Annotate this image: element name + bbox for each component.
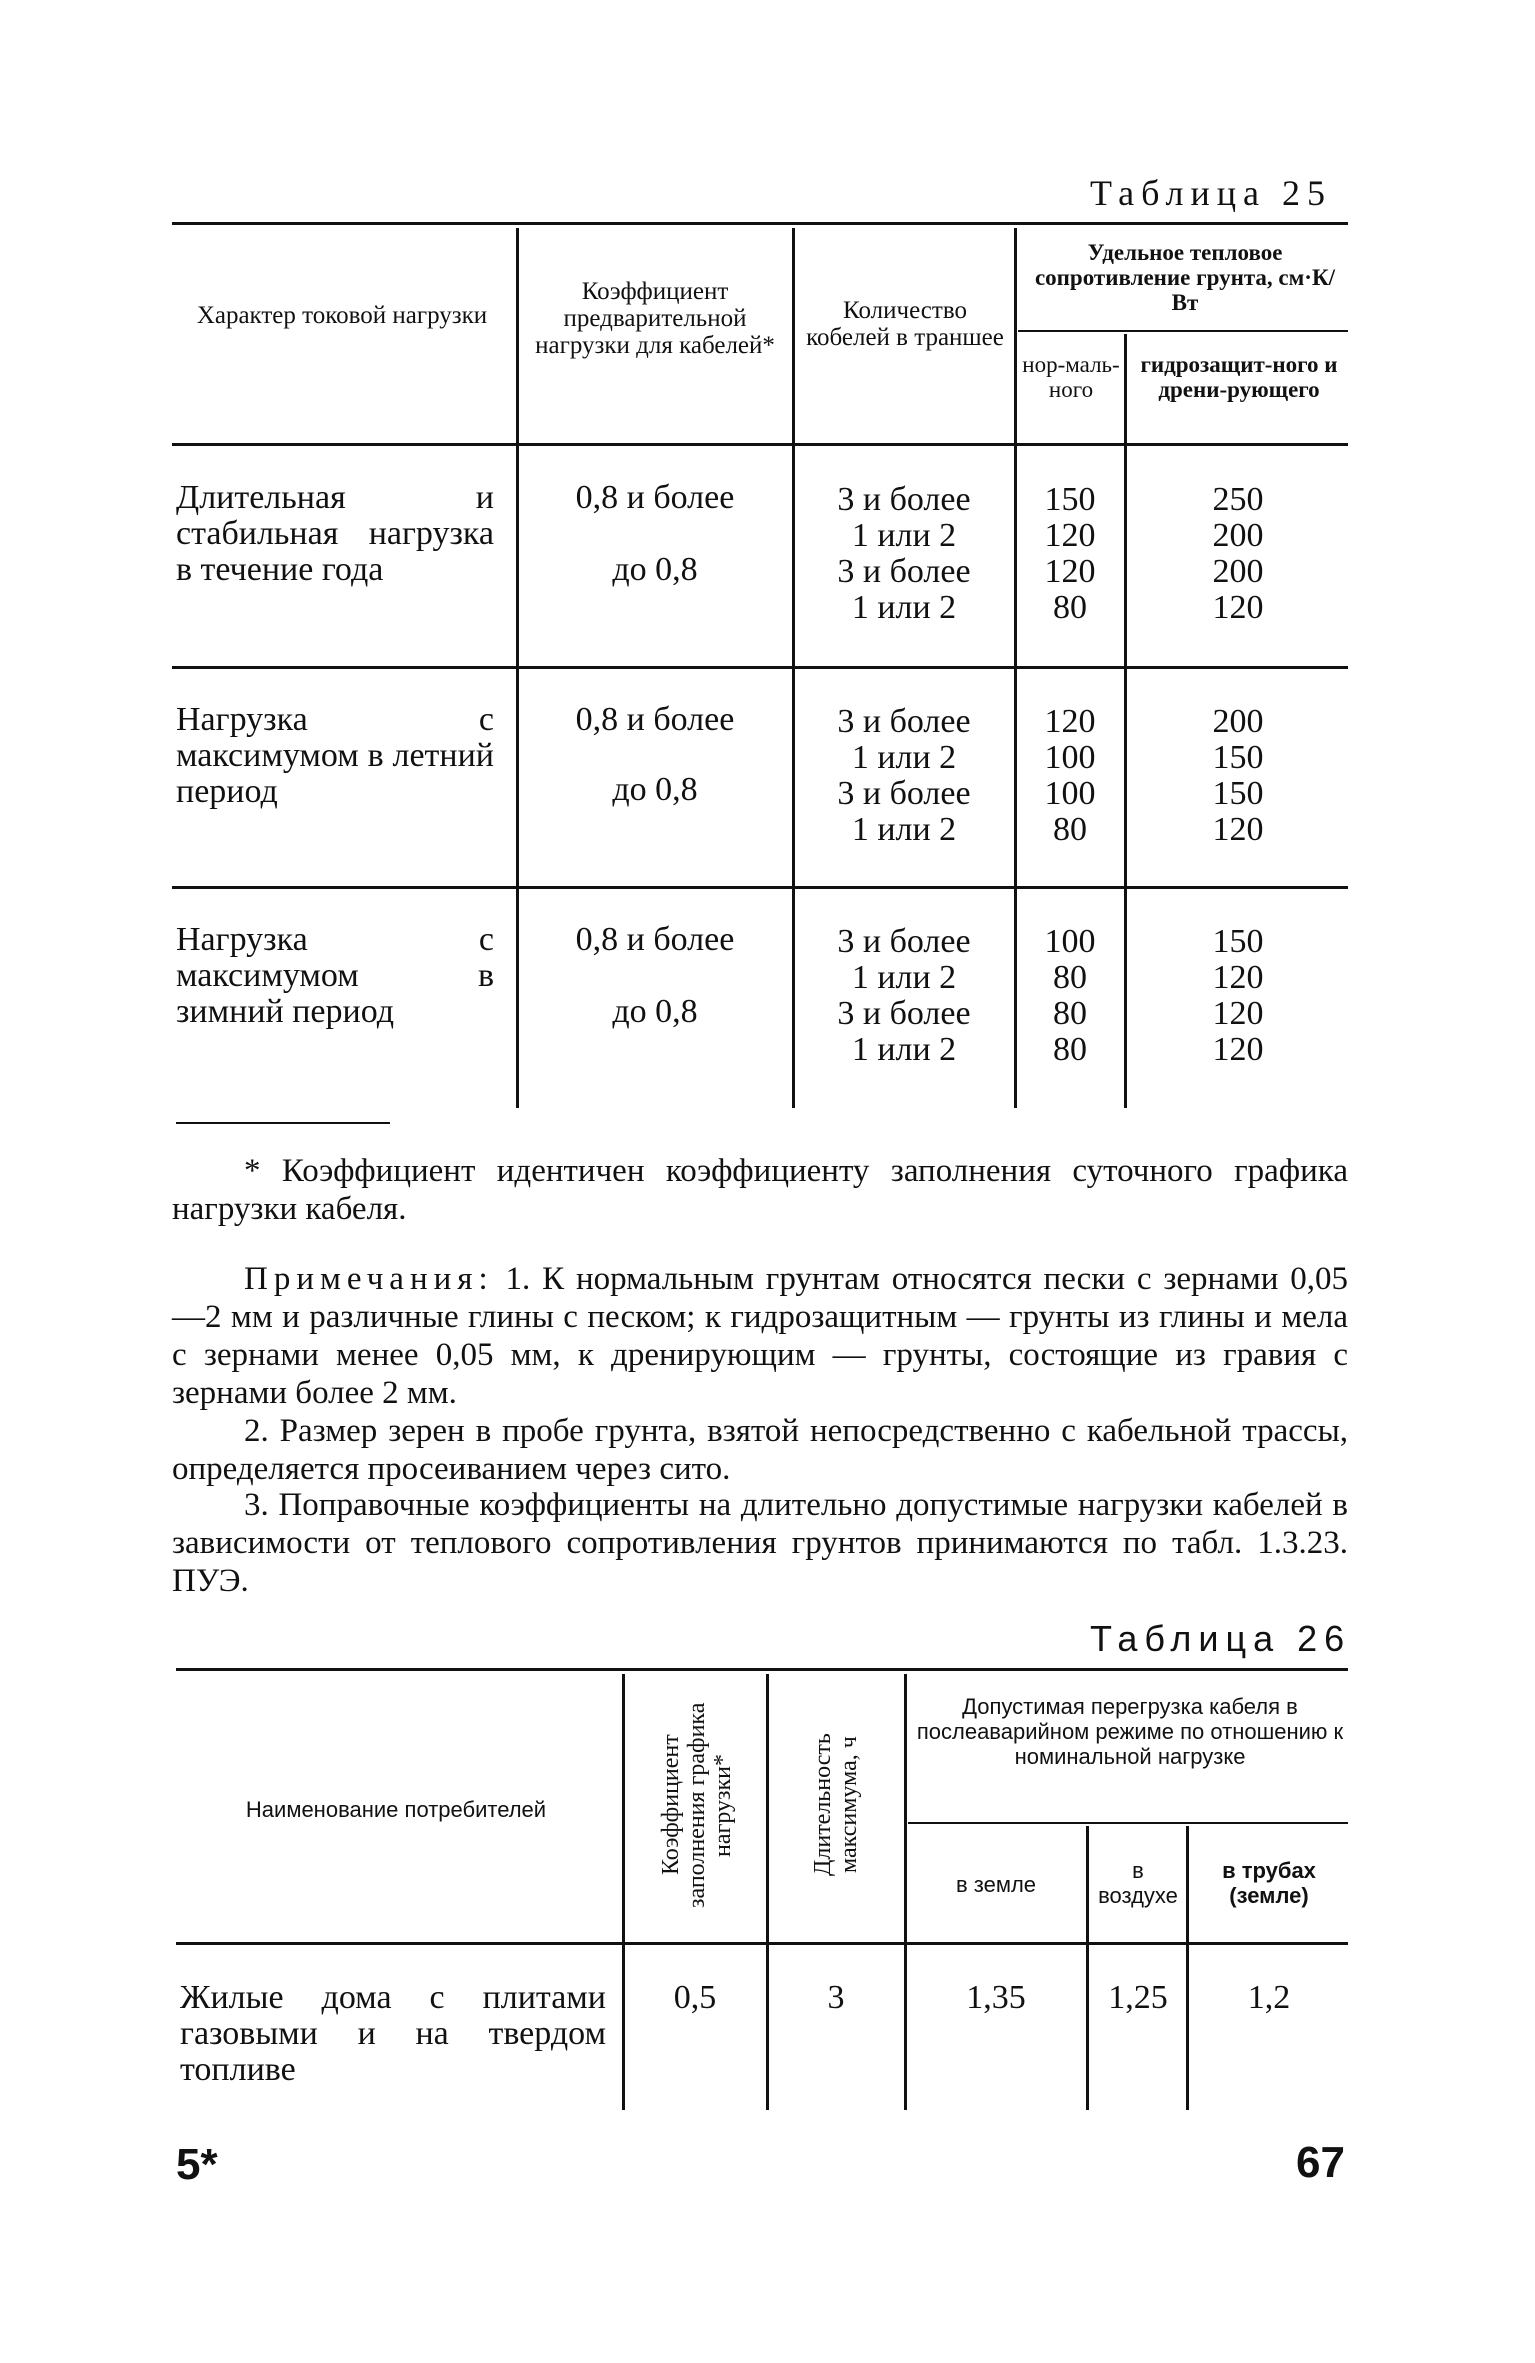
count: 1 или 2 [851,589,957,626]
table26-top-rule [176,1668,1348,1671]
table25-top-rule [172,222,1348,225]
value: 150 [1212,923,1264,960]
table26-vline-4 [1086,1826,1089,2110]
table26-vline-3 [904,1674,907,2110]
notes-title: Примечания: [244,1261,494,1297]
table25-row-rule-2 [172,886,1348,889]
value: 80 [1053,811,1087,848]
value: 80 [1053,995,1087,1032]
value: 120 [1044,703,1096,740]
value: 100 [1044,923,1096,960]
header-preload-coef: Коэффициент предварительной нагрузки для кабелей* [535,278,775,359]
table26-vline-5 [1186,1826,1189,2110]
row2-counts [796,704,1012,848]
footnote-rule [176,1122,390,1124]
value: 150 [1212,739,1264,776]
value: 100 [1044,739,1096,776]
note-2: 2. Размер зерен в пробе грунта, взятой непосредственно с кабельной трассы, определяется просеиванием через сито. [172,1413,1348,1487]
row3-normal [1018,924,1122,1068]
row3-counts [796,924,1012,1068]
row3-coef-low: до 0,8 [612,993,698,1030]
value: 120 [1212,995,1264,1032]
row2-coef-low: до 0,8 [612,771,698,808]
value: 200 [1212,703,1264,740]
header-in-ground: в земле [955,1872,1037,1897]
t26-in-ground: 1,35 [966,1979,1026,2016]
count: 1 или 2 [851,739,957,776]
row1-coef-high: 0,8 и более [575,479,735,516]
value: 150 [1212,775,1264,812]
value: 120 [1212,1031,1264,1068]
row1-load: Длительная и стабильная нагрузка в течение года [176,479,494,588]
value: 80 [1053,1031,1087,1068]
value: 120 [1212,589,1264,626]
header-max-duration-cell [770,1680,902,1930]
value: 150 [1044,481,1096,518]
table26-vline-1 [622,1674,625,2110]
page-number: 67 [1296,2138,1345,2187]
count: 3 и более [837,553,971,590]
row1-normal [1018,482,1122,626]
value: 80 [1053,589,1087,626]
note-1-text: 1. К нормальным грунтам относятся пески с зернами 0,05—2 мм и различные глины с песком; к гидрозащитным — грунты из глины и мела с зернами менее 0,05 мм, к дренирующим — грунты, состоящие из гравия с зернами более 2 мм. [172,1261,1348,1411]
row2-normal [1018,704,1122,848]
row1-coef-low: до 0,8 [612,551,698,588]
signature-mark: 5* [176,2140,218,2189]
count: 3 и более [837,481,971,518]
count: 1 или 2 [851,959,957,996]
t26-max-duration: 3 [827,1979,845,2016]
header-in-air: в воздухе [1098,1858,1178,1908]
row3-load: Нагрузка с максимумом в зимний период [176,921,494,1030]
row2-waterproof [1128,704,1348,848]
header-waterproof: гидрозащит-ного и дрени-рующего [1140,352,1338,402]
value: 120 [1044,553,1096,590]
value: 80 [1053,959,1087,996]
table26-vline-2 [766,1674,769,2110]
value: 100 [1044,775,1096,812]
t26-fill-coef: 0,5 [673,1979,717,2016]
row3-coef-high: 0,8 и более [575,921,735,958]
note-3: 3. Поправочные коэффициенты на длительно допустимые нагрузки кабелей в зависимости от теплового сопротивления грунтов принимаются по табл. 1.3.23. ПУЭ. [172,1487,1348,1599]
header-fill-coef-cell [628,1680,766,1930]
header-load-type: Характер токовой нагрузки [196,302,488,329]
row1-waterproof [1128,482,1348,626]
table26-caption: Таблица 26 [1090,1618,1352,1659]
t26-in-air: 1,25 [1108,1979,1168,2016]
table26-header-rule [176,1942,1348,1945]
count: 1 или 2 [851,517,957,554]
header-resistance-group: Удельное тепловое сопротивление грунта, см·К/Вт [1034,240,1336,315]
header-overload-group: Допустимая перегрузка кабеля в послеаварийном режиме по отношению к номинальной нагрузке [916,1694,1344,1769]
value: 120 [1044,517,1096,554]
value: 120 [1212,959,1264,996]
table25-footnote: * Коэффициент идентичен коэффициенту заполнения суточного графика нагрузки кабеля. [172,1153,1348,1227]
count: 3 и более [837,995,971,1032]
table25-header-rule [172,443,1348,446]
table26-header-subdivider [908,1822,1348,1824]
count: 3 и более [837,923,971,960]
row3-waterproof [1128,924,1348,1068]
count: 1 или 2 [851,811,957,848]
table25-row-rule-1 [172,666,1348,669]
header-fill-coef: Коэффициент заполнения графика нагрузки* [658,1702,736,1908]
table25-caption: Таблица 25 [1090,173,1332,213]
header-normal: нор-маль-ного [1022,352,1120,402]
value: 200 [1212,517,1264,554]
table25-vline-4 [1124,334,1127,1108]
row2-load: Нагрузка с максимумом в летний период [176,701,494,810]
count: 1 или 2 [851,1031,957,1068]
t26-consumer: Жилые дома с плитами газовыми и на твердом топливе [180,1979,606,2088]
header-max-duration: Длительность максимума, ч [810,1733,862,1877]
t26-in-pipes: 1,2 [1247,1979,1291,2016]
value: 200 [1212,553,1264,590]
count: 3 и более [837,703,971,740]
row1-counts [796,482,1012,626]
value: 120 [1212,811,1264,848]
header-cable-count: Количество кобелей в траншее [806,297,1004,351]
row2-coef-high: 0,8 и более [575,701,735,738]
count: 3 и более [837,775,971,812]
value: 250 [1212,481,1264,518]
note-1 [172,1260,1348,1412]
header-in-pipes: в трубах (земле) [1222,1858,1316,1908]
header-consumer: Наименование потребителей [245,1797,547,1822]
header-subdivider [1018,330,1348,332]
